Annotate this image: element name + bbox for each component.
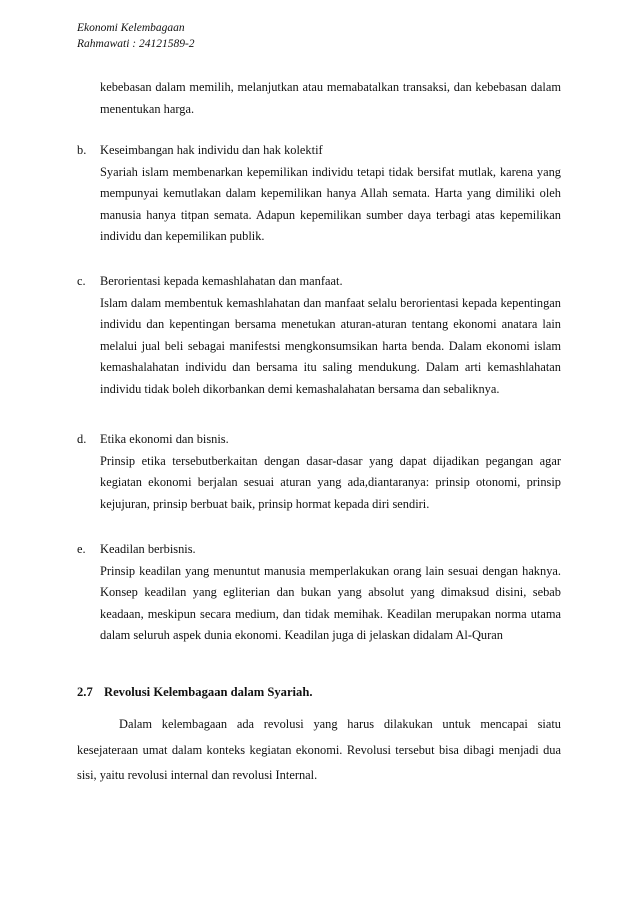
section-title: Revolusi Kelembagaan dalam Syariah. [104, 685, 313, 699]
list-marker: c. [77, 274, 86, 288]
list-item-title: Keseimbangan hak individu dan hak kolektif [100, 143, 323, 157]
page-header [77, 20, 195, 52]
list-marker: e. [77, 542, 86, 556]
section-paragraph: Dalam kelembagaan ada revolusi yang harus dilakukan untuk mencapai siatu kesejateraan umat dalam konteks kegiatan ekonomi. Revolusi tersebut bisa dibagi menjadi dua sisi, yaitu revolusi internal dan revolusi Internal. [77, 717, 561, 782]
list-item-title: Berorientasi kepada kemashlahatan dan manfaat. [100, 274, 343, 288]
list-item-text: Prinsip keadilan yang menuntut manusia memperlakukan orang lain sesuai dengan haknya. Konsep keadilan yang egliterian dan bukan yang absolut yang dimaksud disini, sebab keadaan, meskipun secara medium, dan tidak memihak. Keadilan merupakan norma utama dalam seluruh aspek dunia ekonomi. Keadilan juga di jelaskan didalam Al-Quran [100, 563, 561, 643]
continuation-text: kebebasan dalam memilih, melanjutkan atau memabatalkan transaksi, dan kebebasan dalam menentukan harga. [100, 80, 561, 116]
header-author-id: Rahmawati : 24121589-2 [77, 38, 195, 50]
section-paragraph-block [77, 712, 561, 789]
list-item-d [77, 429, 561, 515]
list-item-c [77, 271, 561, 401]
list-item-title: Etika ekonomi dan bisnis. [100, 432, 229, 446]
list-item-text: Islam dalam membentuk kemashlahatan dan manfaat selalu berorientasi kepada kepentingan individu dan kepentingan bersama menetukan aturan-aturan tentang ekonomi anatara lain melalui jual beli sebagai manifestsi mengkonsumsikan harta benda. Dalam ekonomi islam kemashalahatan individu dan bersama itu saling mendukung. Dalam arti kemashlahatan individu tidak boleh dikorbankan demi kemashalahatan bersama dan sebaliknya. [100, 295, 561, 396]
continuation-paragraph [100, 77, 561, 120]
list-marker: b. [77, 143, 87, 157]
list-item-text: Prinsip etika tersebutberkaitan dengan dasar-dasar yang dapat dijadikan pegangan agar kegiatan ekonomi berjalan sesuai aturan yang ada,diantaranya: prinsip otonomi, prinsip kejujuran, prinsip berbuat baik, prinsip hormat kepada diri sendiri. [100, 453, 561, 511]
list-item-e [77, 539, 561, 647]
section-number: 2.7 [77, 685, 93, 699]
list-item-title: Keadilan berbisnis. [100, 542, 196, 556]
section-heading [77, 682, 313, 702]
header-course-title: Ekonomi Kelembagaan [77, 22, 185, 34]
list-marker: d. [77, 432, 87, 446]
list-item-text: Syariah islam membenarkan kepemilikan individu tetapi tidak bersifat mutlak, karena yang mempunyai kemutlakan dalam kepemilikan hanya Allah semata. Harta yang dimiliki oleh manusia hanya titpan semata. Adapun kepemilikan sumber daya terbagi atas kepemilikan individu dan kepemilikan publik. [100, 164, 561, 244]
list-item-b [77, 140, 561, 248]
